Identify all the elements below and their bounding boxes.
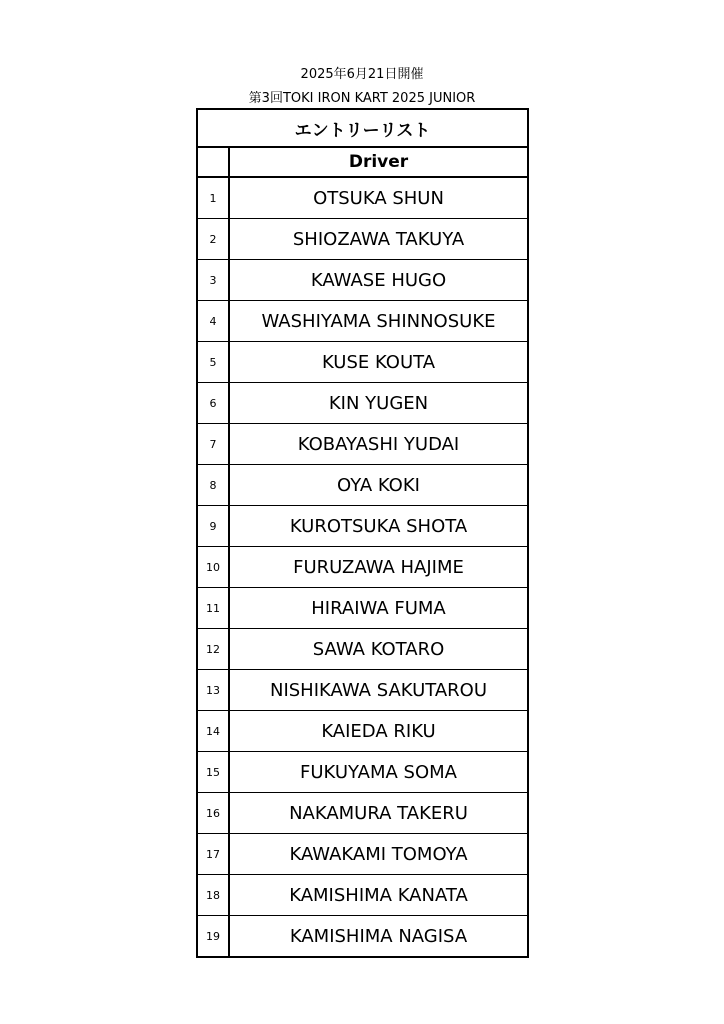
entry-number: 19 [197, 916, 229, 958]
table-row [197, 670, 528, 711]
entry-number: 13 [197, 670, 229, 711]
table-row [197, 424, 528, 465]
driver-name: KUSE KOUTA [229, 342, 528, 383]
driver-name: OTSUKA SHUN [229, 177, 528, 219]
table-row [197, 834, 528, 875]
driver-name: KAMISHIMA KANATA [229, 875, 528, 916]
driver-name: KAWASE HUGO [229, 260, 528, 301]
driver-name: OYA KOKI [229, 465, 528, 506]
entry-number: 9 [197, 506, 229, 547]
driver-name: FUKUYAMA SOMA [229, 752, 528, 793]
driver-name: NAKAMURA TAKERU [229, 793, 528, 834]
entry-number: 7 [197, 424, 229, 465]
table-row [197, 875, 528, 916]
entry-number: 15 [197, 752, 229, 793]
table-row [197, 588, 528, 629]
table-row [197, 342, 528, 383]
entry-number: 4 [197, 301, 229, 342]
table-row [197, 916, 528, 958]
entry-number: 17 [197, 834, 229, 875]
table-row [197, 629, 528, 670]
table-header-row [197, 147, 528, 177]
entry-number: 8 [197, 465, 229, 506]
entry-list-title: エントリーリスト [197, 109, 528, 147]
driver-name: FURUZAWA HAJIME [229, 547, 528, 588]
entry-number: 3 [197, 260, 229, 301]
driver-name: KAMISHIMA NAGISA [229, 916, 528, 958]
driver-name: NISHIKAWA SAKUTAROU [229, 670, 528, 711]
table-row [197, 506, 528, 547]
driver-name: KUROTSUKA SHOTA [229, 506, 528, 547]
driver-name: KIN YUGEN [229, 383, 528, 424]
header-number-cell [197, 147, 229, 177]
event-date: 2025年6月21日開催 [300, 67, 424, 82]
table-row [197, 465, 528, 506]
event-title: 第3回TOKI IRON KART 2025 JUNIOR [248, 91, 476, 106]
driver-name: KAWAKAMI TOMOYA [229, 834, 528, 875]
table-row [197, 793, 528, 834]
entry-number: 16 [197, 793, 229, 834]
table-row [197, 260, 528, 301]
entry-rows [197, 177, 528, 957]
driver-name: SAWA KOTARO [229, 629, 528, 670]
table-row [197, 383, 528, 424]
table-row [197, 547, 528, 588]
driver-name: KOBAYASHI YUDAI [229, 424, 528, 465]
table-row [197, 219, 528, 260]
table-row [197, 752, 528, 793]
table-row [197, 301, 528, 342]
driver-name: KAIEDA RIKU [229, 711, 528, 752]
table-row [197, 711, 528, 752]
entry-number: 14 [197, 711, 229, 752]
entry-list-table [196, 108, 529, 958]
entry-number: 18 [197, 875, 229, 916]
entry-number: 11 [197, 588, 229, 629]
table-title-row [197, 109, 528, 147]
header-driver-cell: Driver [229, 147, 528, 177]
driver-name: HIRAIWA FUMA [229, 588, 528, 629]
entry-number: 2 [197, 219, 229, 260]
entry-number: 6 [197, 383, 229, 424]
driver-name: SHIOZAWA TAKUYA [229, 219, 528, 260]
entry-number: 5 [197, 342, 229, 383]
entry-number: 12 [197, 629, 229, 670]
table-row [197, 177, 528, 219]
entry-number: 10 [197, 547, 229, 588]
driver-name: WASHIYAMA SHINNOSUKE [229, 301, 528, 342]
entry-number: 1 [197, 177, 229, 219]
